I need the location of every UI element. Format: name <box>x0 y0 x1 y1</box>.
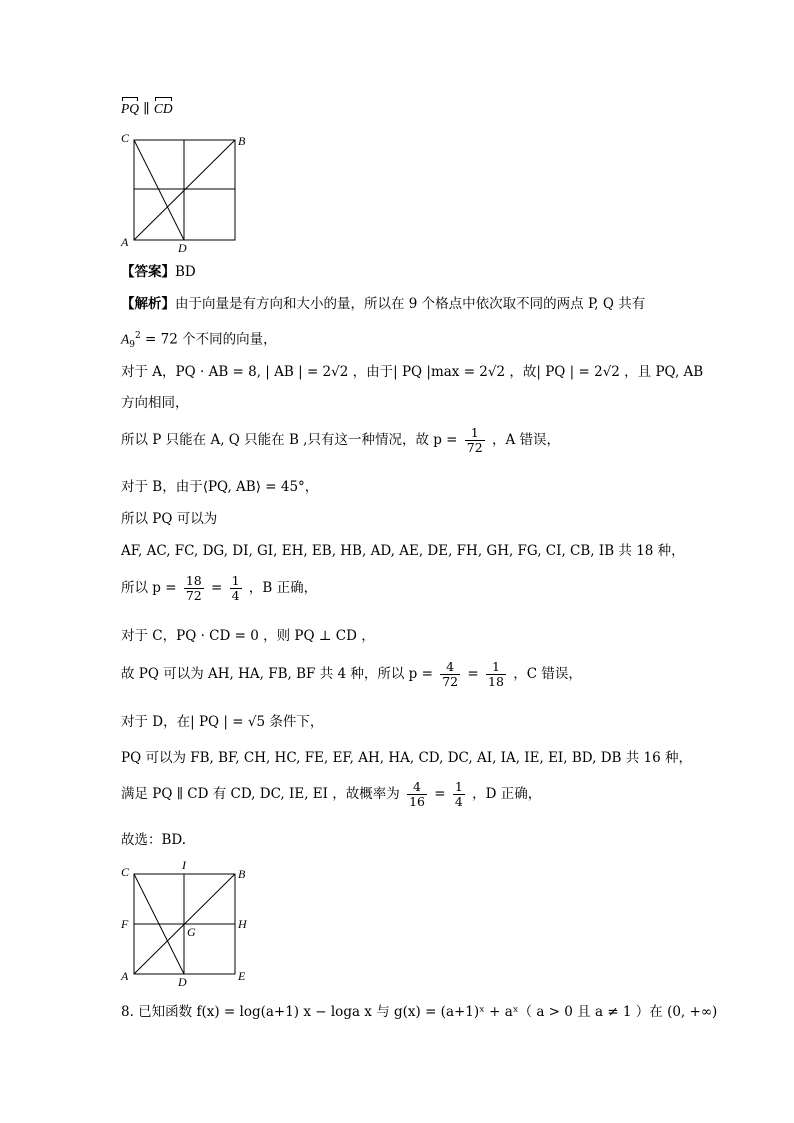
grid-figure-1 <box>116 128 256 254</box>
analysis-line-12: 对于 D，在| PQ | = √5 条件下， <box>121 714 324 730</box>
vector-pq: PQ <box>121 99 139 119</box>
fraction: $\frac{1}{18}$ <box>488 659 504 689</box>
label-c: C <box>121 131 130 145</box>
parallel-symbol: ∥ <box>143 101 150 117</box>
analysis-line-3: 对于 A，PQ · AB = 8, | AB | = 2√2 ，由于| PQ |max = 2√2 ，故| PQ | = 2√2 ，且 PQ, AB <box>121 364 704 380</box>
analysis-line-2: $A_9^2 = 72$ 个不同的向量， <box>121 331 277 351</box>
label-i: I <box>182 858 186 872</box>
label-e: E <box>238 969 246 983</box>
analysis-line-1: 【解析】由于向量是有方向和大小的量，所以在 9 个格点中依次取不同的两点 P, Q 共有 <box>121 296 646 312</box>
fraction: $\frac{1}{4}$ <box>454 779 463 809</box>
analysis-line-7: 所以 PQ 可以为 <box>121 511 218 527</box>
analysis-line-11: 故 PQ 可以为 AH, HA, FB, BF 共 4 种，所以 p = $\frac{4}{72}$ = $\frac{1}{18}$ ，C 错误， <box>121 659 582 689</box>
label-b: B <box>238 867 246 881</box>
label-d: D <box>178 241 187 254</box>
label-b: B <box>238 134 246 148</box>
fraction: $\frac{4}{72}$ <box>442 659 459 689</box>
label-a: A <box>121 235 129 249</box>
analysis-line-9: 所以 p = $\frac{18}{72}$ = $\frac{1}{4}$ ，B 正确， <box>121 573 318 603</box>
analysis-line-6: 对于 B，由于⟨PQ, AB⟩ = 45°， <box>121 479 319 495</box>
analysis-line-5: 所以 P 只能在 A, Q 只能在 B ,只有这一种情况，故 p = $\frac{1}{72}$ ，A 错误， <box>121 425 561 455</box>
analysis-line-15: 故选：BD. <box>121 832 187 848</box>
analysis-tag: 【解析】 <box>121 296 175 312</box>
label-a: A <box>121 969 129 983</box>
analysis-line-14: 满足 PQ ∥ CD 有 CD, DC, IE, EI ，故概率为 $\frac{4}{16}$ = $\frac{1}{4}$ ，D 正确， <box>121 779 542 809</box>
analysis-line-10: 对于 C，PQ · CD = 0 ，则 PQ ⊥ CD ， <box>121 628 375 644</box>
fraction: $\frac{4}{16}$ <box>409 779 425 809</box>
answer-line <box>121 262 196 282</box>
grid-figure-2 <box>116 858 266 990</box>
analysis-line-13: PQ 可以为 FB, BF, CH, HC, FE, EF, AH, HA, CD, DC, AI, IA, IE, EI, BD, DB 共 16 种， <box>121 750 692 766</box>
fraction: $\frac{18}{72}$ <box>185 573 202 603</box>
vector-cd: CD <box>154 99 173 119</box>
label-g: G <box>187 925 196 939</box>
answer-tag: 【答案】 <box>121 264 175 280</box>
fraction: $\frac{1}{4}$ <box>231 573 240 603</box>
analysis-line-4: 方向相同， <box>121 395 189 411</box>
question-8: 8. 已知函数 f(x) = log(a+1) x − loga x 与 g(x) = (a+1)ˣ + aˣ（ a > 0 且 a ≠ 1 ）在 (0, +∞) <box>121 1004 718 1020</box>
analysis-line-8: AF, AC, FC, DG, DI, GI, EH, EB, HB, AD, AE, DE, FH, GH, FG, CI, CB, IB 共 18 种， <box>121 543 685 559</box>
label-h: H <box>238 917 247 931</box>
top-formula <box>121 99 173 119</box>
label-f: F <box>121 917 129 931</box>
label-c: C <box>121 865 130 879</box>
fraction: $\frac{1}{72}$ <box>466 425 483 455</box>
answer-value: BD <box>175 264 196 280</box>
label-d: D <box>178 975 187 989</box>
